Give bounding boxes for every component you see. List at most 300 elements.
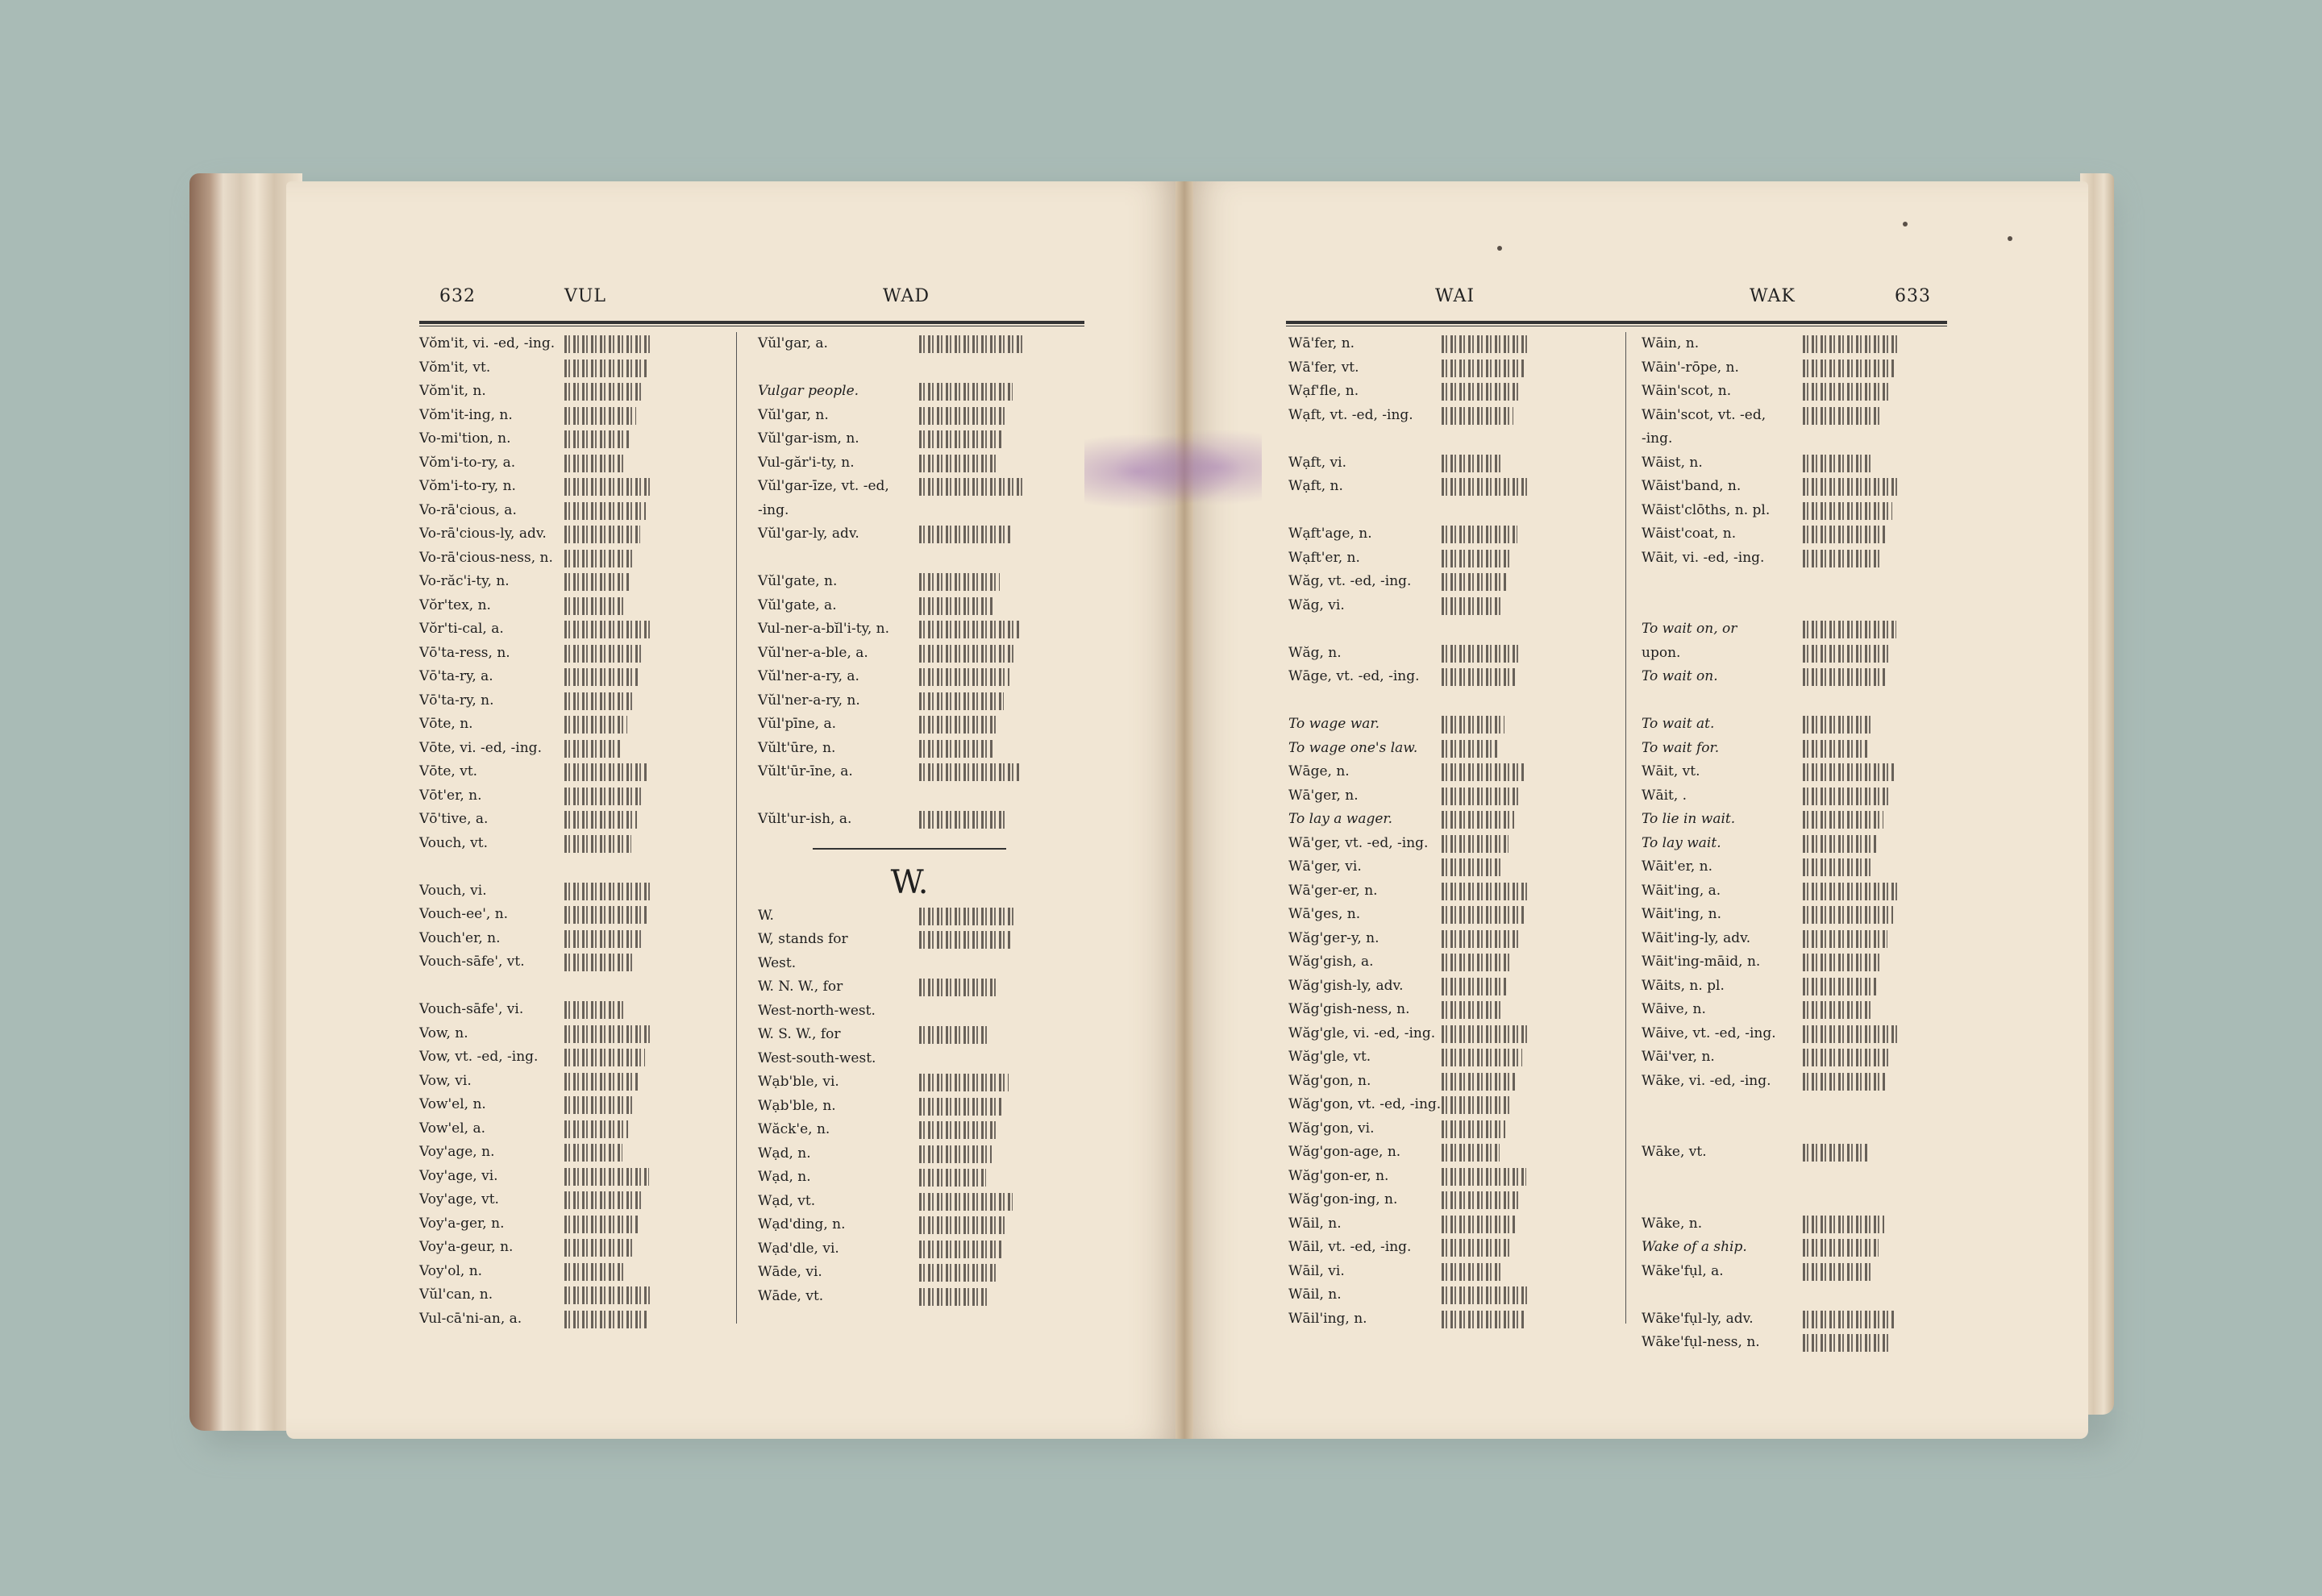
book-gutter: [1176, 181, 1193, 1439]
dictionary-entry: [758, 1070, 1087, 1095]
japanese-gloss: [1803, 407, 1883, 425]
japanese-gloss: [1803, 716, 1874, 734]
japanese-gloss: [1803, 835, 1878, 853]
japanese-gloss: [919, 1264, 996, 1282]
headword: Voy'a-ger, n.: [419, 1215, 505, 1232]
headword: Vouch'er, n.: [419, 929, 501, 946]
headword: Vŏm'i-to-ry, n.: [419, 478, 516, 494]
dictionary-entry: [419, 1022, 742, 1046]
japanese-gloss: [1803, 1001, 1870, 1019]
japanese-gloss: [1803, 811, 1883, 829]
headword: Vouch, vi.: [419, 882, 487, 899]
japanese-gloss: [1442, 978, 1507, 995]
headword: Wā'ger-er, n.: [1288, 882, 1378, 899]
dictionary-entry: [419, 784, 742, 808]
headword: Vŏm'it, vi. -ed, -ing.: [419, 335, 556, 351]
dictionary-entry: [758, 499, 1087, 523]
headword: Vŭlt'ūr-īne, a.: [758, 763, 853, 779]
dictionary-entry: [1642, 1093, 1948, 1117]
japanese-gloss: [1803, 788, 1889, 805]
japanese-gloss: [1442, 597, 1500, 615]
dictionary-entry: [758, 642, 1087, 666]
dictionary-entry: [758, 784, 1087, 808]
headword: Wāge, vt. -ed, -ing.: [1288, 668, 1420, 684]
japanese-gloss: [1442, 811, 1514, 829]
dictionary-entry: [419, 1093, 742, 1117]
headword: Vo-mi'tion, n.: [419, 430, 511, 447]
japanese-gloss: [919, 1216, 1007, 1234]
right-page-header: [1290, 286, 1959, 315]
headword: Wāit'ing-māid, n.: [1642, 954, 1761, 970]
headword: Voy'age, n.: [419, 1144, 495, 1160]
headword: Wāke'fụl-ly, adv.: [1642, 1310, 1754, 1327]
dictionary-entry: [1642, 927, 1948, 951]
japanese-gloss: [564, 883, 652, 900]
column-divider: [736, 332, 737, 1324]
dictionary-entry: [1642, 1022, 1948, 1046]
dictionary-entry: [758, 522, 1087, 547]
japanese-gloss: [919, 979, 999, 996]
dictionary-entry: [758, 1190, 1087, 1214]
japanese-gloss: [1442, 740, 1499, 758]
japanese-gloss: [919, 1121, 997, 1139]
dictionary-entry: [419, 689, 742, 713]
dictionary-entry: [1642, 1045, 1948, 1070]
headword: Wăg'gish-ness, n.: [1288, 1001, 1410, 1017]
dictionary-entry: [1642, 1236, 1948, 1260]
headword: Vŭl'gate, a.: [758, 596, 837, 613]
japanese-gloss: [1803, 763, 1895, 781]
dictionary-entry: [419, 499, 742, 523]
dictionary-entry: [1288, 1070, 1627, 1094]
headword: Wạft, vi.: [1288, 454, 1346, 471]
headword: Vul-ner-a-bĭl'i-ty, n.: [758, 621, 890, 637]
japanese-gloss: [1442, 835, 1508, 853]
headword: Vulgar people.: [758, 383, 859, 399]
japanese-gloss: [919, 1169, 986, 1187]
headword: Voy'a-geur, n.: [419, 1239, 514, 1255]
dictionary-entry: [1288, 1045, 1627, 1070]
dictionary-entry: [1288, 713, 1627, 737]
japanese-gloss: [919, 407, 1007, 425]
dictionary-entry: [419, 1117, 742, 1141]
headword: Vŭl'ner-a-ry, n.: [758, 692, 860, 709]
headword: Wāke, n.: [1642, 1215, 1703, 1232]
dictionary-entry: [1288, 665, 1627, 689]
headword: Vŭl'gar, n.: [758, 406, 829, 423]
japanese-gloss: [1442, 930, 1518, 948]
japanese-gloss: [564, 573, 629, 591]
dictionary-entry: [758, 1285, 1087, 1309]
column-divider: [1625, 332, 1626, 1324]
japanese-gloss: [1803, 455, 1871, 472]
dictionary-entry: [758, 1095, 1087, 1119]
headword: Wăg'ger-y, n.: [1288, 929, 1379, 946]
japanese-gloss: [564, 335, 653, 353]
right-column-2: [1625, 332, 1948, 1355]
headword: Vouch-ee', n.: [419, 906, 509, 922]
dictionary-entry: [419, 617, 742, 642]
japanese-gloss: [1803, 1144, 1869, 1162]
japanese-gloss: [919, 383, 1013, 401]
japanese-gloss: [1442, 1049, 1522, 1066]
japanese-gloss: [919, 740, 992, 758]
japanese-gloss: [919, 597, 994, 615]
headword: Wāin'scot, n.: [1642, 383, 1732, 399]
dictionary-entry: [758, 451, 1087, 476]
japanese-gloss: [919, 1145, 992, 1163]
header-rule-left: [419, 321, 1084, 326]
section-heading-w: [740, 832, 1087, 904]
dictionary-entry: [1642, 617, 1948, 642]
headword: Wạb'ble, n.: [758, 1097, 836, 1114]
japanese-gloss: [919, 1098, 1003, 1116]
japanese-gloss: [564, 621, 650, 638]
headword: Wāit, vi. -ed, -ing.: [1642, 549, 1765, 566]
headword: Wā'ger, n.: [1288, 787, 1359, 804]
japanese-gloss: [919, 645, 1015, 663]
dictionary-entry: [419, 760, 742, 784]
headword: Vōte, n.: [419, 716, 473, 732]
headword: Wăg'gon, vi.: [1288, 1120, 1375, 1137]
japanese-gloss: [564, 1096, 634, 1114]
japanese-gloss: [919, 526, 1011, 543]
headword: To wait for.: [1642, 739, 1720, 756]
dictionary-entry: [1642, 1070, 1948, 1094]
japanese-gloss: [1442, 478, 1529, 496]
dictionary-entry: [1288, 404, 1627, 428]
dictionary-entry: [419, 570, 742, 594]
headword: Wā'fer, vt.: [1288, 359, 1359, 376]
headword: Wāit, vt.: [1642, 763, 1700, 779]
japanese-gloss: [1442, 716, 1504, 734]
headword: Vōt'er, n.: [419, 787, 482, 804]
headword: Voy'ol, n.: [419, 1262, 483, 1279]
headword: Voy'age, vt.: [419, 1191, 499, 1207]
dictionary-entry: [419, 1283, 742, 1307]
japanese-gloss: [1442, 1144, 1500, 1162]
dictionary-entry: [1288, 499, 1627, 523]
japanese-gloss: [1442, 858, 1503, 876]
headword: Vŭl'gar, a.: [758, 335, 828, 351]
japanese-gloss: [1442, 883, 1529, 900]
headword: Wā'ger, vi.: [1288, 858, 1362, 875]
dictionary-entry: [1642, 855, 1948, 879]
page-stack-left: [189, 173, 302, 1431]
japanese-gloss: [1442, 1286, 1530, 1304]
japanese-gloss: [564, 478, 651, 496]
dictionary-entry: [419, 475, 742, 499]
headword: Vŭl'ner-a-ry, a.: [758, 668, 859, 684]
dictionary-entry: [1288, 903, 1627, 927]
headword: Wāin'-rōpe, n.: [1642, 359, 1739, 376]
dictionary-entry: [1642, 427, 1948, 451]
japanese-gloss: [1442, 455, 1502, 472]
dictionary-entry: [1642, 1331, 1948, 1355]
dictionary-entry: [758, 1023, 1087, 1047]
headword: Wăg'gish-ly, adv.: [1288, 977, 1404, 994]
headword: Vo-rā'cious-ness, n.: [419, 549, 553, 566]
dictionary-entry: [1642, 808, 1948, 832]
japanese-gloss: [1442, 1216, 1515, 1233]
dictionary-entry: [1642, 522, 1948, 547]
dictionary-entry: [1642, 1307, 1948, 1332]
dictionary-entry: [758, 475, 1087, 499]
japanese-gloss: [1803, 1239, 1879, 1257]
dictionary-entry: [1288, 1212, 1627, 1236]
japanese-gloss: [564, 954, 635, 971]
dictionary-entry: [1642, 998, 1948, 1022]
japanese-gloss: [564, 360, 647, 377]
japanese-gloss: [1803, 1216, 1884, 1233]
japanese-gloss: [564, 811, 637, 829]
headword: Wạft'er, n.: [1288, 549, 1360, 566]
headword: Wạft, vt. -ed, -ing.: [1288, 406, 1413, 423]
headword: Wāil, vi.: [1288, 1262, 1345, 1279]
dictionary-entry: [1288, 1117, 1627, 1141]
japanese-gloss: [1803, 930, 1887, 948]
headword: Wạf'fle, n.: [1288, 383, 1359, 399]
dictionary-entry: [419, 1045, 742, 1070]
japanese-gloss: [564, 668, 639, 686]
headword: Wăg'gish, a.: [1288, 954, 1374, 970]
headword: W.: [758, 907, 774, 924]
library-stamp: [1084, 427, 1262, 516]
headword: Vŏm'i-to-ry, a.: [419, 454, 516, 471]
headword: Wāit'ing-ly, adv.: [1642, 929, 1751, 946]
dictionary-entry: [1288, 475, 1627, 499]
dictionary-entry: [419, 1236, 742, 1260]
japanese-gloss: [564, 455, 625, 472]
page-number-left: 632: [439, 286, 476, 306]
japanese-gloss: [564, 835, 631, 853]
japanese-gloss: [1442, 1191, 1521, 1209]
japanese-gloss: [564, 763, 648, 781]
japanese-gloss: [1803, 668, 1885, 686]
dictionary-entry: [758, 713, 1087, 737]
dictionary-entry: [1288, 451, 1627, 476]
dictionary-entry: [1642, 975, 1948, 999]
japanese-gloss: [919, 335, 1024, 353]
dictionary-entry: [758, 689, 1087, 713]
headword: Voy'age, vi.: [419, 1167, 498, 1184]
dictionary-entry: [1642, 1283, 1948, 1307]
headword: Vŭl'gar-ism, n.: [758, 430, 859, 447]
dictionary-entry: [1642, 475, 1948, 499]
headword: To wait on, or: [1642, 621, 1737, 637]
headword: Wăg'gon, vt. -ed, -ing.: [1288, 1096, 1442, 1112]
japanese-gloss: [919, 455, 996, 472]
headword: Wạd, n.: [758, 1145, 811, 1162]
japanese-gloss: [1803, 645, 1891, 663]
japanese-gloss: [919, 1074, 1009, 1091]
headword: Wāi'ver, n.: [1642, 1049, 1715, 1065]
dictionary-entry: [758, 427, 1087, 451]
guide-word-left-first: VUL: [564, 286, 607, 306]
headword: Wăg'gle, vi. -ed, -ing.: [1288, 1025, 1436, 1041]
headword: West-north-west.: [758, 1002, 876, 1019]
japanese-gloss: [1442, 763, 1525, 781]
dictionary-entry: [1288, 642, 1627, 666]
dictionary-entry: [758, 617, 1087, 642]
left-page-header: [439, 286, 1084, 315]
japanese-gloss: [1803, 502, 1892, 520]
japanese-gloss: [564, 383, 642, 401]
headword: Wā'ger, vt. -ed, -ing.: [1288, 834, 1429, 851]
dictionary-entry: [419, 547, 742, 571]
dictionary-entry: [758, 928, 1087, 952]
japanese-gloss: [564, 407, 636, 425]
headword: Vŏr'tex, n.: [419, 596, 491, 613]
headword: Vŏm'it, vt.: [419, 359, 491, 376]
japanese-gloss: [919, 573, 1000, 591]
headword: Wāit'ing, a.: [1642, 882, 1721, 899]
headword: To wait at.: [1642, 716, 1715, 732]
dictionary-entry: [758, 737, 1087, 761]
headword: Vo-rā'cious-ly, adv.: [419, 526, 547, 542]
dictionary-entry: [1642, 903, 1948, 927]
dictionary-entry: [1642, 451, 1948, 476]
dictionary-entry: [419, 1165, 742, 1189]
left-column-2: [740, 332, 1087, 1308]
dictionary-entry: [1288, 617, 1627, 642]
headword: Wāist, n.: [1642, 454, 1703, 471]
dictionary-entry: [419, 903, 742, 927]
headword: Wāist'band, n.: [1642, 478, 1742, 494]
japanese-gloss: [1442, 360, 1525, 377]
dictionary-entry: [419, 665, 742, 689]
headword: Vō'ta-ry, n.: [419, 692, 494, 709]
japanese-gloss: [1442, 335, 1530, 353]
japanese-gloss: [564, 526, 640, 543]
japanese-gloss: [919, 1241, 1001, 1258]
headword: Wāit, .: [1642, 787, 1687, 804]
japanese-gloss: [1442, 1168, 1526, 1186]
dictionary-entry: [1642, 760, 1948, 784]
dictionary-entry: [419, 855, 742, 879]
headword: Wāke'fụl, a.: [1642, 1262, 1724, 1279]
headword: Wāive, n.: [1642, 1001, 1706, 1017]
japanese-gloss: [1803, 360, 1894, 377]
japanese-gloss: [1442, 645, 1521, 663]
headword: Wāke, vt.: [1642, 1144, 1707, 1160]
headword: Wāil'ing, n.: [1288, 1310, 1367, 1327]
dictionary-entry: [419, 1141, 742, 1165]
japanese-gloss: [564, 740, 622, 758]
dictionary-entry: [419, 1212, 742, 1236]
japanese-gloss: [1803, 1073, 1886, 1091]
dictionary-entry: [1288, 1283, 1627, 1307]
headword: upon.: [1642, 644, 1681, 661]
guide-word-left-last: WAD: [883, 286, 930, 306]
headword: Vŭlt'ūre, n.: [758, 739, 836, 756]
japanese-gloss: [1803, 883, 1899, 900]
dictionary-entry: [758, 665, 1087, 689]
dictionary-entry: [1288, 427, 1627, 451]
dictionary-entry: [758, 380, 1087, 404]
headword: Wăg'gon-ing, n.: [1288, 1191, 1398, 1207]
headword: Wāge, n.: [1288, 763, 1350, 779]
dictionary-entry: [1642, 737, 1948, 761]
headword: Vouch-sāfe', vt.: [419, 954, 525, 970]
japanese-gloss: [1442, 573, 1506, 591]
dictionary-entry: [419, 975, 742, 999]
dictionary-entry: [1642, 1165, 1948, 1189]
japanese-gloss: [1803, 1334, 1888, 1352]
dictionary-entry: [758, 1142, 1087, 1166]
headword: Vow, vt. -ed, -ing.: [419, 1049, 539, 1065]
japanese-gloss: [919, 430, 1001, 448]
dictionary-entry: [1288, 1165, 1627, 1189]
japanese-gloss: [1803, 740, 1868, 758]
japanese-gloss: [1442, 1120, 1505, 1138]
dictionary-entry: [419, 808, 742, 832]
japanese-gloss: [564, 430, 630, 448]
dictionary-entry: [1288, 832, 1627, 856]
headword: Wāist'clōths, n. pl.: [1642, 501, 1771, 518]
dictionary-entry: [1288, 356, 1627, 380]
japanese-gloss: [919, 716, 998, 734]
headword: Vō'tive, a.: [419, 811, 489, 827]
japanese-gloss: [1442, 1025, 1528, 1043]
headword: Vōte, vi. -ed, -ing.: [419, 739, 542, 756]
japanese-gloss: [919, 692, 1004, 710]
headword: Vŭl'gar-ly, adv.: [758, 526, 859, 542]
dictionary-entry: [1288, 1093, 1627, 1117]
headword: Wạd, n.: [758, 1169, 811, 1185]
headword: Vŭlt'ur-ish, a.: [758, 811, 852, 827]
japanese-gloss: [1442, 1239, 1509, 1257]
headword: Wăck'e, n.: [758, 1121, 830, 1137]
dictionary-entry: [758, 1237, 1087, 1261]
dictionary-entry: [1642, 570, 1948, 594]
dictionary-entry: [419, 451, 742, 476]
dictionary-entry: [758, 594, 1087, 618]
headword: Wạft'age, n.: [1288, 526, 1372, 542]
dictionary-entry: [1642, 380, 1948, 404]
headword: Vow'el, n.: [419, 1096, 486, 1112]
japanese-gloss: [1803, 526, 1887, 543]
dictionary-entry: [1288, 1236, 1627, 1260]
headword: Vŭl'gar-īze, vt. -ed,: [758, 478, 889, 494]
japanese-gloss: [1442, 383, 1519, 401]
japanese-gloss: [919, 1193, 1013, 1211]
japanese-gloss: [1442, 1096, 1511, 1114]
japanese-gloss: [564, 550, 635, 567]
dictionary-entry: [1288, 1260, 1627, 1284]
headword: Wāit'er, n.: [1642, 858, 1713, 875]
headword: Wāin, n.: [1642, 335, 1700, 351]
japanese-gloss: [919, 1288, 990, 1306]
dictionary-entry: [758, 904, 1087, 929]
dictionary-entry: [1642, 356, 1948, 380]
dictionary-entry: [758, 1000, 1087, 1024]
japanese-gloss: [1442, 1073, 1517, 1091]
dictionary-entry: [758, 332, 1087, 356]
dictionary-entry: [1288, 594, 1627, 618]
headword: Wāist'coat, n.: [1642, 526, 1737, 542]
japanese-gloss: [564, 1073, 639, 1091]
dictionary-entry: [758, 1118, 1087, 1142]
dictionary-entry: [1642, 594, 1948, 618]
headword: Wāit'ing, n.: [1642, 906, 1721, 922]
dictionary-entry: [758, 760, 1087, 784]
japanese-gloss: [919, 1026, 988, 1044]
dictionary-entry: [419, 737, 742, 761]
japanese-gloss: [564, 692, 633, 710]
japanese-gloss: [1442, 407, 1513, 425]
dictionary-entry: [1288, 975, 1627, 999]
